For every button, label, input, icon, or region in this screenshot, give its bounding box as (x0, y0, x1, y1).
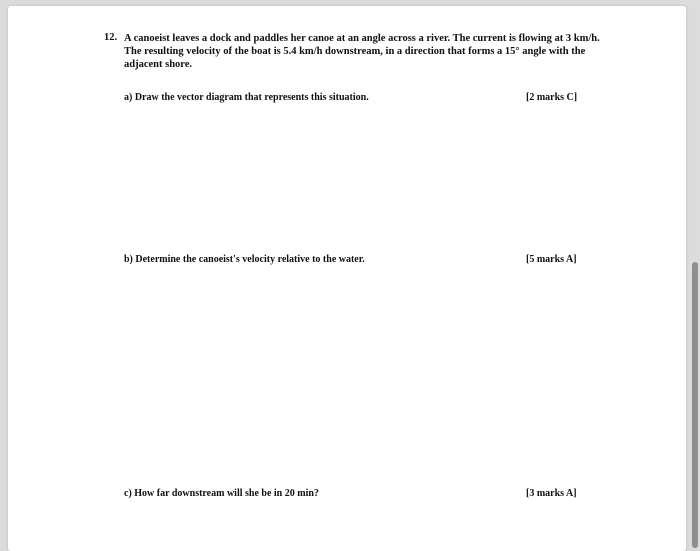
part-c-marks: [3 marks A] (526, 488, 577, 499)
question-stem (124, 32, 600, 71)
document-page (8, 6, 686, 551)
part-b-marks: [5 marks A] (526, 254, 577, 265)
part-c-text: c) How far downstream will she be in 20 min? (124, 488, 319, 499)
vertical-scrollbar[interactable] (692, 262, 698, 548)
question-stem-line: The resulting velocity of the boat is 5.4 km/h downstream, in a direction that forms a 15° angle with the (124, 46, 586, 57)
question-stem-line: A canoeist leaves a dock and paddles her canoe at an angle across a river. The current is flowing at 3 km/h. (124, 33, 600, 44)
part-a-text: a) Draw the vector diagram that represents this situation. (124, 92, 369, 103)
part-b-text: b) Determine the canoeist's velocity relative to the water. (124, 254, 365, 265)
question-number: 12. (104, 32, 118, 43)
question-stem-line: adjacent shore. (124, 59, 193, 70)
part-a-marks: [2 marks C] (526, 92, 578, 103)
